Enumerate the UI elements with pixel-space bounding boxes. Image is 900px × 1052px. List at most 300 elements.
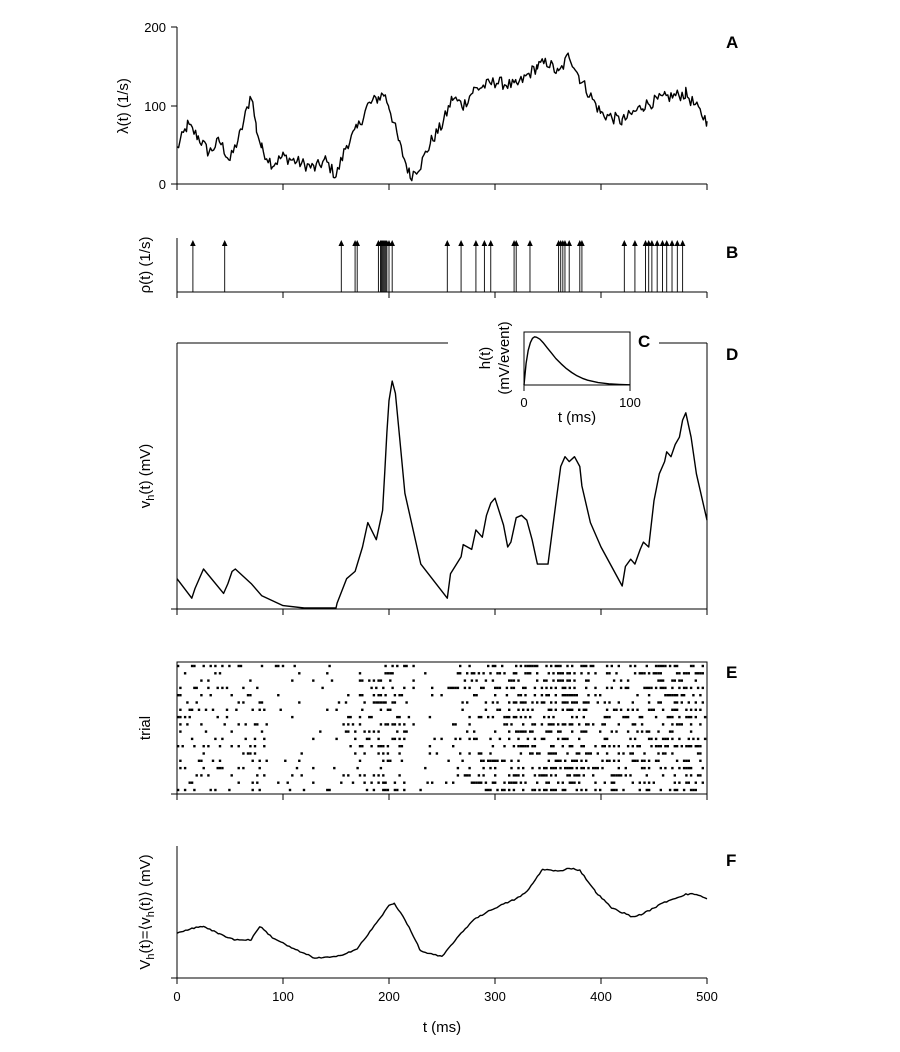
raster-spike [459,752,461,754]
raster-spike [545,687,547,689]
raster-spike [536,782,538,784]
raster-spike [697,752,699,754]
raster-spike [704,716,706,718]
raster-spike [478,774,480,776]
raster-spike [249,679,251,681]
raster-spike [247,752,249,754]
raster-spike [599,730,601,732]
raster-spike [368,716,370,718]
raster-spike [681,745,683,747]
raster-spike [226,716,228,718]
raster-spike [648,709,650,711]
raster-spike [641,723,643,725]
raster-spike [671,694,673,696]
raster-spike [496,789,498,791]
raster-spike [662,709,664,711]
raster-spike [613,782,615,784]
raster-spike [468,716,470,718]
raster-spike [489,767,491,769]
raster-spike [632,745,634,747]
raster-spike [690,723,692,725]
raster-spike [639,745,641,747]
raster-spike [566,709,568,711]
raster-spike [517,738,519,740]
raster-spike [452,723,454,725]
raster-spike [562,782,564,784]
raster-spike [520,665,522,667]
raster-spike [524,745,526,747]
raster-spike [499,709,501,711]
raster-spike [585,789,587,791]
raster-spike [342,774,344,776]
panel-f-mean-voltage-line [177,868,707,958]
raster-spike [662,774,664,776]
raster-spike [692,738,694,740]
raster-spike [641,760,643,762]
raster-spike [464,774,466,776]
raster-spike [573,701,575,703]
panel-a-rate-line [177,53,707,181]
spike-arrowhead [675,240,681,246]
raster-spike [450,687,452,689]
raster-spike [578,774,580,776]
raster-spike [571,665,573,667]
raster-spike [534,745,536,747]
raster-spike [576,774,578,776]
raster-spike [440,738,442,740]
raster-spike [695,701,697,703]
raster-spike [303,789,305,791]
raster-spike [529,665,531,667]
raster-spike [566,679,568,681]
raster-spike [685,760,687,762]
raster-spike [494,687,496,689]
raster-spike [674,665,676,667]
raster-spike [347,716,349,718]
raster-spike [240,665,242,667]
raster-spike [212,760,214,762]
panel-e-ylabel: trial [137,715,154,741]
raster-spike [501,665,503,667]
raster-spike [534,723,536,725]
raster-spike [531,730,533,732]
raster-spike [566,767,568,769]
raster-spike [541,701,543,703]
raster-spike [564,701,566,703]
raster-spike [557,723,559,725]
raster-spike [618,665,620,667]
raster-spike [536,665,538,667]
raster-spike [200,694,202,696]
raster-spike [468,774,470,776]
raster-spike [345,730,347,732]
raster-spike [370,782,372,784]
raster-spike [231,745,233,747]
spike-arrowhead [654,240,660,246]
raster-spike [520,730,522,732]
raster-spike [534,738,536,740]
raster-spike [662,679,664,681]
raster-spike [508,782,510,784]
raster-spike [340,782,342,784]
raster-spike [468,665,470,667]
raster-spike [646,730,648,732]
raster-spike [394,694,396,696]
raster-spike [669,789,671,791]
raster-spike [531,723,533,725]
raster-spike [534,789,536,791]
raster-spike [457,672,459,674]
raster-spike [601,723,603,725]
raster-spike [396,665,398,667]
raster-spike [347,774,349,776]
raster-spike [660,789,662,791]
raster-spike [312,782,314,784]
raster-spike [571,723,573,725]
panel-d-ylabel: $v_h(t)$ (mV) [137,443,157,509]
raster-spike [217,767,219,769]
raster-spike [182,745,184,747]
raster-spike [282,665,284,667]
raster-spike [510,679,512,681]
raster-spike [587,723,589,725]
raster-spike [373,789,375,791]
raster-spike [440,694,442,696]
raster-spike [513,679,515,681]
raster-spike [517,730,519,732]
raster-spike [655,738,657,740]
spike-arrowhead [669,240,675,246]
raster-spike [531,752,533,754]
raster-spike [552,679,554,681]
raster-spike [566,665,568,667]
raster-spike [531,709,533,711]
raster-spike [578,782,580,784]
raster-spike [468,738,470,740]
raster-spike [690,687,692,689]
raster-spike [548,723,550,725]
raster-spike [361,679,363,681]
raster-spike [382,687,384,689]
raster-spike [583,745,585,747]
raster-spike [534,694,536,696]
raster-spike [550,687,552,689]
raster-spike [695,745,697,747]
raster-spike [683,694,685,696]
raster-spike [191,709,193,711]
raster-spike [618,760,620,762]
raster-spike [583,716,585,718]
raster-spike [611,730,613,732]
raster-spike [210,665,212,667]
raster-spike [370,687,372,689]
raster-spike [496,709,498,711]
raster-spike [606,665,608,667]
raster-spike [576,767,578,769]
raster-spike [583,709,585,711]
raster-spike [611,665,613,667]
raster-spike [667,745,669,747]
raster-spike [238,782,240,784]
raster-spike [301,752,303,754]
raster-spike [389,679,391,681]
raster-spike [485,709,487,711]
raster-spike [373,694,375,696]
raster-spike [177,789,179,791]
raster-spike [366,789,368,791]
raster-spike [552,745,554,747]
raster-spike [245,723,247,725]
panel-f-xtick-label: 500 [696,989,718,1004]
raster-spike [482,687,484,689]
raster-spike [611,687,613,689]
spike-arrowhead [488,240,494,246]
raster-spike [487,760,489,762]
raster-spike [480,760,482,762]
raster-spike [548,730,550,732]
panel-b-letter: B [726,243,739,262]
panel-b-spike-train [190,240,685,292]
raster-spike [552,672,554,674]
raster-spike [569,687,571,689]
panel-b [137,237,738,294]
raster-spike [266,723,268,725]
raster-spike [634,760,636,762]
raster-spike [606,752,608,754]
raster-spike [594,789,596,791]
raster-spike [214,789,216,791]
raster-spike [494,694,496,696]
raster-spike [473,672,475,674]
raster-spike [571,767,573,769]
raster-spike [552,723,554,725]
raster-spike [212,709,214,711]
panel-c-letter: C [638,332,651,351]
raster-spike [527,709,529,711]
raster-spike [639,789,641,791]
raster-spike [604,701,606,703]
raster-spike [685,767,687,769]
raster-spike [606,687,608,689]
raster-spike [217,716,219,718]
raster-spike [179,716,181,718]
raster-spike [541,723,543,725]
raster-spike [252,709,254,711]
raster-spike [632,782,634,784]
raster-spike [384,789,386,791]
raster-spike [550,767,552,769]
raster-spike [412,679,414,681]
raster-spike [676,672,678,674]
raster-spike [459,672,461,674]
raster-spike [200,723,202,725]
raster-spike [522,687,524,689]
spike-arrowhead [632,240,638,246]
panel-c-ylabel-line1: h(t) [477,346,494,370]
raster-spike [289,789,291,791]
raster-spike [370,716,372,718]
raster-spike [387,672,389,674]
raster-spike [555,709,557,711]
raster-spike [559,672,561,674]
raster-spike [494,665,496,667]
raster-spike [366,738,368,740]
panel-f-xtick-label: 300 [484,989,506,1004]
raster-spike [550,709,552,711]
raster-spike [412,665,414,667]
raster-spike [508,789,510,791]
panel-d-letter: D [726,345,739,364]
raster-spike [403,730,405,732]
raster-spike [492,665,494,667]
raster-spike [529,672,531,674]
raster-spike [573,679,575,681]
panel-c-ylabel-line2: (mV/event) [496,321,513,395]
raster-spike [678,716,680,718]
raster-spike [380,694,382,696]
raster-spike [585,701,587,703]
raster-spike [205,730,207,732]
raster-spike [238,701,240,703]
raster-spike [573,672,575,674]
raster-spike [179,760,181,762]
raster-spike [559,665,561,667]
raster-spike [226,709,228,711]
raster-spike [363,752,365,754]
spike-arrowhead [458,240,464,246]
raster-spike [403,687,405,689]
raster-spike [648,738,650,740]
raster-spike [569,745,571,747]
raster-spike [515,672,517,674]
raster-spike [363,730,365,732]
raster-spike [632,760,634,762]
raster-spike [608,701,610,703]
raster-spike [429,752,431,754]
raster-spike [207,774,209,776]
raster-spike [396,716,398,718]
raster-spike [403,723,405,725]
raster-spike [692,789,694,791]
raster-spike [573,782,575,784]
spike-arrowhead [445,240,451,246]
panel-f [137,846,736,1036]
raster-spike [587,679,589,681]
raster-spike [387,760,389,762]
raster-spike [193,687,195,689]
raster-spike [503,723,505,725]
raster-spike [508,774,510,776]
raster-spike [291,716,293,718]
raster-spike [517,709,519,711]
raster-spike [394,789,396,791]
raster-spike [254,738,256,740]
raster-spike [583,767,585,769]
raster-spike [674,701,676,703]
raster-spike [639,672,641,674]
raster-spike [256,774,258,776]
raster-spike [487,665,489,667]
raster-spike [529,752,531,754]
raster-spike [569,672,571,674]
raster-spike [669,694,671,696]
raster-spike [527,672,529,674]
raster-spike [678,723,680,725]
raster-spike [678,679,680,681]
raster-spike [562,723,564,725]
raster-spike [536,752,538,754]
raster-spike [433,738,435,740]
raster-spike [534,687,536,689]
raster-spike [550,752,552,754]
raster-spike [636,745,638,747]
raster-spike [482,774,484,776]
raster-spike [555,760,557,762]
raster-spike [627,716,629,718]
raster-spike [660,745,662,747]
raster-spike [569,723,571,725]
raster-spike [363,782,365,784]
raster-spike [335,738,337,740]
raster-spike [608,745,610,747]
panel-e-letter: E [726,663,738,682]
panel-f-xtick-label: 400 [590,989,612,1004]
raster-spike [662,738,664,740]
raster-spike [249,694,251,696]
raster-spike [699,694,701,696]
raster-spike [543,679,545,681]
raster-spike [466,672,468,674]
raster-spike [480,752,482,754]
raster-spike [688,767,690,769]
raster-spike [660,665,662,667]
raster-spike [461,760,463,762]
raster-spike [333,767,335,769]
raster-spike [676,665,678,667]
raster-spike [545,782,547,784]
panel-e [137,662,737,794]
panel-a-ytick-label: 200 [144,20,166,35]
raster-spike [503,782,505,784]
raster-spike [482,760,484,762]
raster-spike [557,782,559,784]
raster-spike [611,789,613,791]
raster-spike [643,782,645,784]
raster-spike [447,760,449,762]
raster-spike [459,738,461,740]
raster-spike [524,782,526,784]
raster-spike [634,738,636,740]
raster-spike [541,694,543,696]
raster-spike [562,709,564,711]
raster-spike [405,665,407,667]
raster-spike [548,694,550,696]
raster-spike [198,709,200,711]
raster-spike [375,687,377,689]
raster-spike [221,767,223,769]
raster-spike [541,687,543,689]
raster-spike [613,745,615,747]
raster-spike [606,760,608,762]
raster-spike [578,723,580,725]
raster-spike [618,701,620,703]
raster-spike [326,709,328,711]
raster-spike [699,752,701,754]
raster-spike [692,694,694,696]
raster-spike [674,789,676,791]
raster-spike [513,701,515,703]
raster-spike [359,672,361,674]
